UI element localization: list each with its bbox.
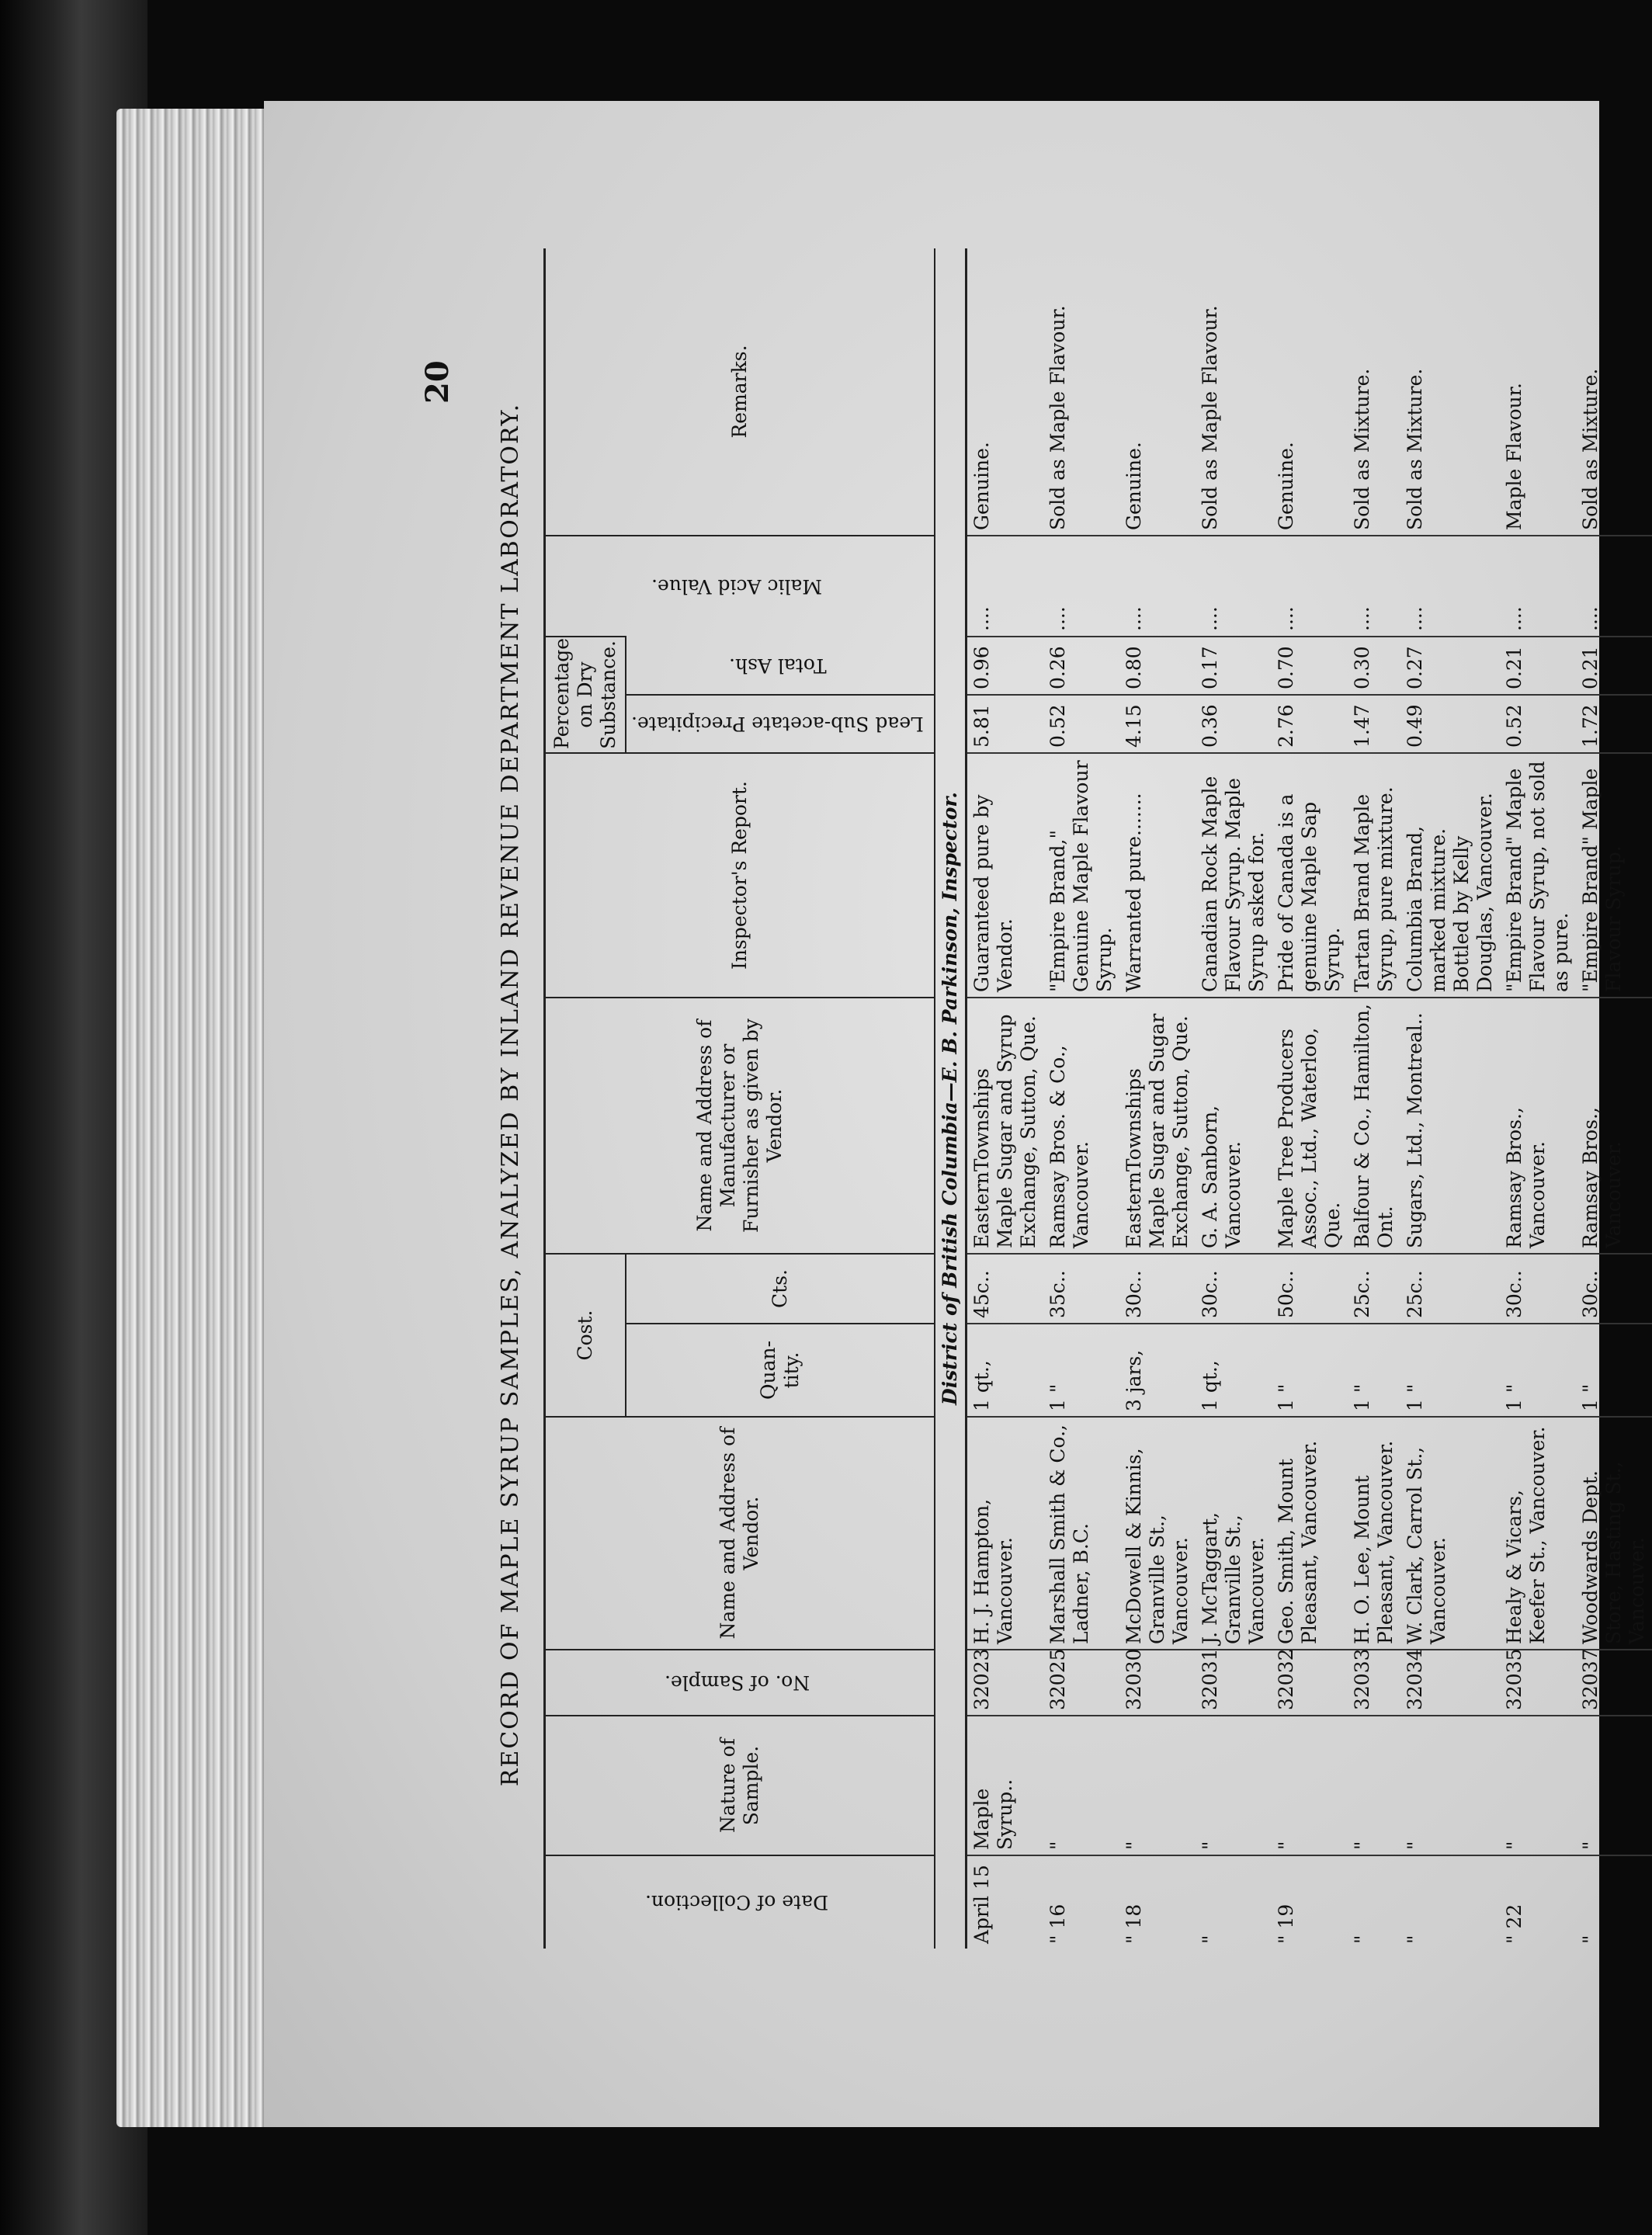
cell-total-ash: 0.17 <box>1196 637 1272 695</box>
cell-nature: " <box>1119 1716 1196 1855</box>
cell-remarks: Sold as Mixture. <box>1403 368 1426 530</box>
cell-quantity: 1 qt., <box>1196 1324 1272 1417</box>
cell-inspector-report: Tartan Brand Maple Syrup, pure mixture. <box>1348 753 1400 998</box>
cell-sample-no: 32031 <box>1196 1650 1272 1716</box>
cell-sample-no: 32037 <box>1576 1650 1652 1716</box>
cell-vendor: J. McTaggart, Granville St., Vancouver. <box>1196 1417 1272 1650</box>
header-manufacturer: Name and Address of Manufacturer or Furnisher as given by Vendor. <box>545 998 935 1254</box>
page-number: 20 <box>419 360 456 404</box>
cell-lead-precipitate: 4.15 <box>1119 695 1196 753</box>
cell-total-ash: 0.80 <box>1119 637 1196 695</box>
cell-cost: 25c.. <box>1400 1254 1500 1324</box>
book-binding-edge <box>116 109 287 2127</box>
rotated-content <box>264 140 1648 2127</box>
cell-cost: 45c.. <box>966 1254 1043 1324</box>
cell-cost: 30c.. <box>1500 1254 1576 1324</box>
table-row <box>1043 248 1119 1949</box>
cell-date: " 18 <box>1119 1855 1196 1949</box>
header-row <box>545 248 626 1949</box>
cell-quantity: 1 " <box>1576 1324 1652 1417</box>
cell-date: " <box>1576 1855 1652 1949</box>
cell-remarks: Genuine. <box>1122 442 1145 530</box>
cell-malic-acid: .... <box>1043 536 1119 637</box>
cell-sample-no: 32035 <box>1500 1650 1576 1716</box>
cell-quantity: 3 jars, <box>1119 1324 1196 1417</box>
header-cost: Cost. <box>545 1254 626 1417</box>
cell-malic-acid: .... <box>1576 536 1652 637</box>
cell-sample-no: 32023 <box>966 1650 1043 1716</box>
cell-total-ash: 0.26 <box>1043 637 1119 695</box>
header-remarks: Remarks. <box>545 248 935 536</box>
cell-sample-no: 32034 <box>1400 1650 1500 1716</box>
cell-lead-precipitate: 0.49 <box>1400 695 1500 753</box>
cell-vendor: H. J. Hampton, Vancouver. <box>966 1417 1043 1650</box>
cell-date: " <box>1400 1855 1500 1949</box>
header-total-ash: Total Ash. <box>626 637 935 695</box>
cell-remarks: Sold as Maple Flavour. <box>1046 305 1069 530</box>
header-lead-precipitate: Lead Sub-acetate Precipitate. <box>626 695 935 753</box>
district-heading: District of British Columbia—E. B. Parkinson, Inspector. <box>935 248 967 1949</box>
cell-inspector-report: Pride of Canada is a genuine Maple Sap Syrup. <box>1272 753 1348 998</box>
cell-inspector-report: Columbia Brand, marked mixture. Bottled by Kelly Douglas, Vancouver. <box>1400 753 1500 998</box>
cell-cost: 35c.. <box>1043 1254 1119 1324</box>
cell-lead-precipitate: 1.47 <box>1348 695 1400 753</box>
cell-manufacturer: Ramsay Bros. & Co., Vancouver. <box>1043 998 1119 1254</box>
cell-date: " 19 <box>1272 1855 1348 1949</box>
cell-remarks: Maple Flavour. <box>1502 383 1525 530</box>
cell-malic-acid: .... <box>1272 536 1348 637</box>
header-malic-acid: Malic Acid Value. <box>545 536 935 637</box>
cell-manufacturer: Sugars, Ltd., Montreal.. <box>1400 998 1500 1254</box>
district-row <box>935 248 967 1949</box>
cell-malic-acid: .... <box>1400 536 1500 637</box>
cell-sample-no: 32030 <box>1119 1650 1196 1716</box>
cell-nature: " <box>1348 1716 1400 1855</box>
cell-total-ash: 0.21 <box>1500 637 1576 695</box>
cell-nature: " <box>1272 1716 1348 1855</box>
cell-quantity: 1 " <box>1272 1324 1348 1417</box>
cell-nature: " <box>1196 1716 1272 1855</box>
cell-malic-acid: .... <box>1119 536 1196 637</box>
cell-date: " <box>1348 1855 1400 1949</box>
cell-inspector-report: Canadian Rock Maple Flavour Syrup. Maple Syrup asked for. <box>1196 753 1272 998</box>
table-row <box>1119 248 1196 1949</box>
cell-cost: 30c.. <box>1576 1254 1652 1324</box>
document-page <box>264 101 1648 2127</box>
cell-lead-precipitate: 0.52 <box>1043 695 1119 753</box>
cell-inspector-report: Guaranteed pure by Vendor. <box>966 753 1043 998</box>
cell-date: April 15 <box>966 1855 1043 1949</box>
header-percentage: Percentage on Dry Substance. <box>545 637 626 753</box>
cell-vendor: H. O. Lee, Mount Pleasant, Vancouver. <box>1348 1417 1400 1650</box>
table-row <box>1196 248 1272 1949</box>
cell-vendor: Marshall Smith & Co., Ladner, B.C. <box>1043 1417 1119 1650</box>
cell-nature: " <box>1043 1716 1119 1855</box>
cell-manufacturer: Maple Tree Producers Assoc., Ltd., Waterloo, Que. <box>1272 998 1348 1254</box>
cell-total-ash: 0.96 <box>966 637 1043 695</box>
cell-sample-no: 32032 <box>1272 1650 1348 1716</box>
cell-quantity: 1 " <box>1400 1324 1500 1417</box>
cell-nature: " <box>1500 1716 1576 1855</box>
cell-manufacturer: Ramsay Bros., Vancouver. <box>1500 998 1576 1254</box>
cell-lead-precipitate: 0.36 <box>1196 695 1272 753</box>
cell-total-ash: 0.70 <box>1272 637 1348 695</box>
cell-remarks: Genuine. <box>970 442 993 530</box>
cell-vendor: Woodwards Dept. Store, Hasting St., Vancouver. <box>1576 1417 1652 1650</box>
header-date: Date of Collection. <box>545 1855 935 1949</box>
cell-date: " <box>1196 1855 1272 1949</box>
cell-remarks: Genuine. <box>1274 442 1297 530</box>
cell-vendor: McDowell & Kinnis, Granville St., Vancouver. <box>1119 1417 1196 1650</box>
cell-nature: Maple Syrup.. <box>966 1716 1043 1855</box>
cell-total-ash: 0.30 <box>1348 637 1400 695</box>
table-row <box>1576 248 1652 1949</box>
cell-quantity: 1 " <box>1348 1324 1400 1417</box>
cell-quantity: 1 " <box>1500 1324 1576 1417</box>
cell-cost: 25c.. <box>1348 1254 1400 1324</box>
header-sample-no: No. of Sample. <box>545 1650 935 1716</box>
cell-date: " 16 <box>1043 1855 1119 1949</box>
cell-inspector-report: "Empire Brand" Maple Flavour Syrup. <box>1576 753 1652 998</box>
cell-malic-acid: .... <box>1196 536 1272 637</box>
table-row <box>1348 248 1400 1949</box>
table-row <box>1400 248 1500 1949</box>
cell-remarks: Sold as Maple Flavour. <box>1198 305 1221 530</box>
cell-quantity: 1 " <box>1043 1324 1119 1417</box>
header-cents: Cts. <box>626 1254 935 1324</box>
cell-nature: " <box>1400 1716 1500 1855</box>
cell-inspector-report: "Empire Brand" Maple Flavour Syrup, not sold as pure. <box>1500 753 1576 998</box>
cell-sample-no: 32033 <box>1348 1650 1400 1716</box>
cell-manufacturer: Balfour & Co., Hamilton, Ont. <box>1348 998 1400 1254</box>
cell-manufacturer: EasternTownships Maple Sugar and Sugar Exchange, Sutton, Que. <box>1119 998 1196 1254</box>
cell-quantity: 1 qt., <box>966 1324 1043 1417</box>
samples-table <box>543 248 1652 1949</box>
cell-manufacturer: Ramsay Bros., Vancouver. <box>1576 998 1652 1254</box>
header-inspector-report: Inspector's Report. <box>545 753 935 998</box>
table-row <box>1500 248 1576 1949</box>
cell-total-ash: 0.27 <box>1400 637 1500 695</box>
cell-cost: 50c.. <box>1272 1254 1348 1324</box>
cell-malic-acid: .... <box>1348 536 1400 637</box>
cell-lead-precipitate: 2.76 <box>1272 695 1348 753</box>
cell-malic-acid: .... <box>966 536 1043 637</box>
cell-malic-acid: .... <box>1500 536 1576 637</box>
cell-manufacturer: EasternTownships Maple Sugar and Syrup Exchange, Sutton, Que. <box>966 998 1043 1254</box>
header-vendor: Name and Address of Vendor. <box>545 1417 935 1650</box>
cell-cost: 30c.. <box>1196 1254 1272 1324</box>
cell-cost: 30c.. <box>1119 1254 1196 1324</box>
cell-inspector-report: "Empire Brand," Genuine Maple Flavour Syrup. <box>1043 753 1119 998</box>
cell-lead-precipitate: 0.52 <box>1500 695 1576 753</box>
table-row <box>966 248 1043 1949</box>
cell-total-ash: 0.21 <box>1576 637 1652 695</box>
cell-manufacturer: G. A. Sanborn, Vancouver. <box>1196 998 1272 1254</box>
header-quantity: Quan-tity. <box>626 1324 935 1417</box>
cell-remarks: Sold as Mixture. <box>1350 368 1373 530</box>
cell-inspector-report: Warranted pure....... <box>1119 753 1196 998</box>
cell-vendor: Healy & Vicars, Keefer St., Vancouver. <box>1500 1417 1576 1650</box>
cell-remarks: Sold as Mixture. <box>1578 368 1602 530</box>
table-row <box>1272 248 1348 1949</box>
cell-date: " 22 <box>1500 1855 1576 1949</box>
page-title: RECORD OF MAPLE SYRUP SAMPLES, ANALYZED BY INLAND REVENUE DEPARTMENT LABORATORY. <box>497 402 524 1787</box>
cell-vendor: W. Clark, Carrol St., Vancouver. <box>1400 1417 1500 1650</box>
cell-lead-precipitate: 1.72 <box>1576 695 1652 753</box>
cell-sample-no: 32025 <box>1043 1650 1119 1716</box>
header-nature: Nature of Sample. <box>545 1716 935 1855</box>
cell-lead-precipitate: 5.81 <box>966 695 1043 753</box>
cell-vendor: Geo. Smith, Mount Pleasant, Vancouver. <box>1272 1417 1348 1650</box>
cell-nature: " <box>1576 1716 1652 1855</box>
